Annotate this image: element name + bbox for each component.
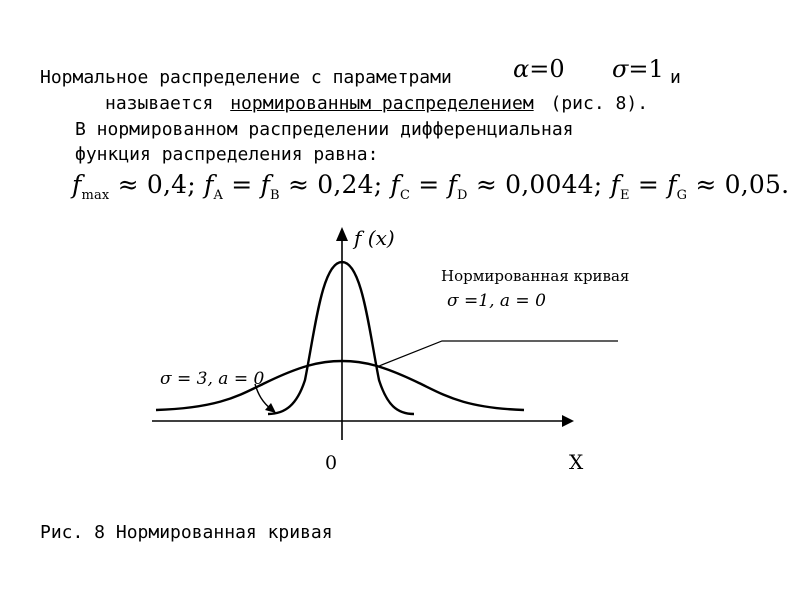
line1-end-text: и [670,67,681,88]
narrow-curve-params: σ =1, a = 0 [447,291,546,311]
narrow-curve-label: Нормированная кривая [441,267,630,285]
f-max-value: ≈ 0,4; [117,170,196,199]
f-d-symbol: f [447,170,458,199]
sub-c: C [399,188,411,203]
line2-term: нормированным распределением [230,93,534,114]
sigma-symbol: σ [612,55,629,83]
eq-eg: = [637,170,660,199]
line2-prefix: называется [105,93,214,114]
sub-d: D [457,188,468,203]
f-b-symbol: f [260,170,271,199]
sub-e: E [620,188,630,203]
line3-text: В нормированном распределении дифференциальная [75,119,574,140]
f-ab-value: ≈ 0,24; [287,170,383,199]
x-axis-arrow-icon [562,415,574,427]
f-eg-value: ≈ 0,05. [695,170,790,199]
wide-curve-params: σ = 3, a = 0 [160,369,265,389]
f-g-symbol: f [667,170,677,199]
caption-text: Рис. 8 Нормированная кривая [40,522,333,543]
f-max-symbol: f [72,170,82,199]
line1-text: Нормальное распределение с параметрами [40,67,452,88]
x-axis-label: X [569,450,584,474]
narrow-curve [268,262,414,414]
y-axis-label: f (x) [354,226,395,250]
alpha-symbol: α [513,55,530,83]
eq-ab: = [231,170,253,199]
sub-a: A [213,188,224,203]
y-axis-arrow-icon [336,227,348,241]
sub-b: B [270,188,280,203]
f-a-symbol: f [204,170,214,199]
line4-text: функция распределения равна: [75,144,379,165]
narrow-curve-pointer [379,341,618,366]
origin-label: 0 [325,452,338,474]
eq-cd: = [418,170,440,199]
f-e-symbol: f [610,170,621,199]
sub-max: max [81,188,110,203]
f-c-symbol: f [390,170,400,199]
alpha-eq: =0 [529,55,565,83]
sub-g: G [676,188,688,203]
sigma-eq: =1 [628,55,664,83]
line2-ref: (рис. 8). [550,93,649,114]
figure-caption [40,522,333,543]
f-cd-value: ≈ 0,0044; [475,170,603,199]
